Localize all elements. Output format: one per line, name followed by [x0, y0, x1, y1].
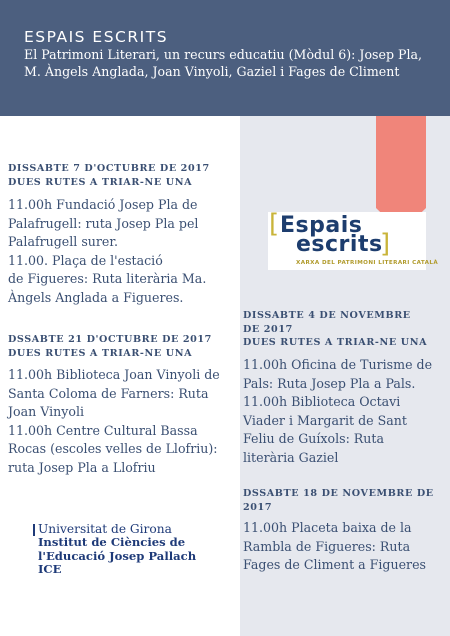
header-banner	[0, 0, 450, 116]
event-date: DISSABTE 7 D'OCTUBRE DE 2017 DUES RUTES A TRIAR-NE UNA	[8, 163, 210, 188]
logo-word: escrits	[296, 232, 383, 257]
university-name: Universitat de Girona	[38, 522, 172, 536]
event-date: DSSABTE 18 DE NOVEMBRE DE 2017	[243, 488, 434, 513]
page-subtitle	[24, 46, 429, 80]
institute-name: Institut de Ciències de	[38, 535, 186, 549]
event-date: DISSABTE 4 DE NOVEMBRE DE 2017 DUES RUTES A TRIAR-NE UNA	[243, 310, 428, 348]
event-description: 11.00h Biblioteca Joan Vinyoli de Santa Coloma de Farners: Ruta Joan Vinyoli 11.00h Centre Cultural Bassa Rocas (escoles velles de Llofriu): ruta Josep Pla a Llofriu	[8, 367, 220, 475]
institute-acronym: ICE	[38, 562, 62, 577]
udg-mark	[33, 524, 35, 536]
logo-tagline: XARXA DEL PATRIMONI LITERARI CATALÀ	[296, 260, 439, 266]
espais-escrits-logo	[268, 209, 439, 270]
event-description: 11.00h Fundació Josep Pla de Palafrugell: ruta Josep Pla pel Palafrugell surer. 11.00. Plaça de l'estació de Figueres: Ruta literària Ma. Àngels Anglada a Figueres.	[8, 197, 207, 305]
event-description: 11.00h Oficina de Turisme de Pals: Ruta Josep Pla a Pals. 11.00h Biblioteca Octavi Viader i Margarit de Sant Feliu de Guíxols: Ruta literària Gaziel	[243, 357, 433, 465]
page-title: ESPAIS ESCRITS	[24, 28, 169, 46]
subtitle-line: M. Àngels Anglada, Joan Vinyoli, Gaziel i Fages de Climent	[24, 64, 400, 79]
institute-name: l'Educació Josep Pallach	[38, 548, 197, 563]
event-date: DSSABTE 21 D'OCTUBRE DE 2017 DUES RUTES A TRIAR-NE UNA	[8, 334, 212, 359]
event-description: 11.00h Placeta baixa de la Rambla de Figueres: Ruta Fages de Climent a Figueres	[243, 520, 426, 573]
subtitle-line: El Patrimoni Literari, un recurs educatiu (Mòdul 6): Josep Pla,	[24, 47, 423, 62]
ribbon-bookmark	[376, 116, 426, 208]
logo-word: Espais	[280, 213, 363, 238]
logo-bracket-right: ]	[380, 229, 391, 259]
university-logo	[38, 522, 228, 577]
logo-bracket-left: [	[269, 209, 280, 239]
